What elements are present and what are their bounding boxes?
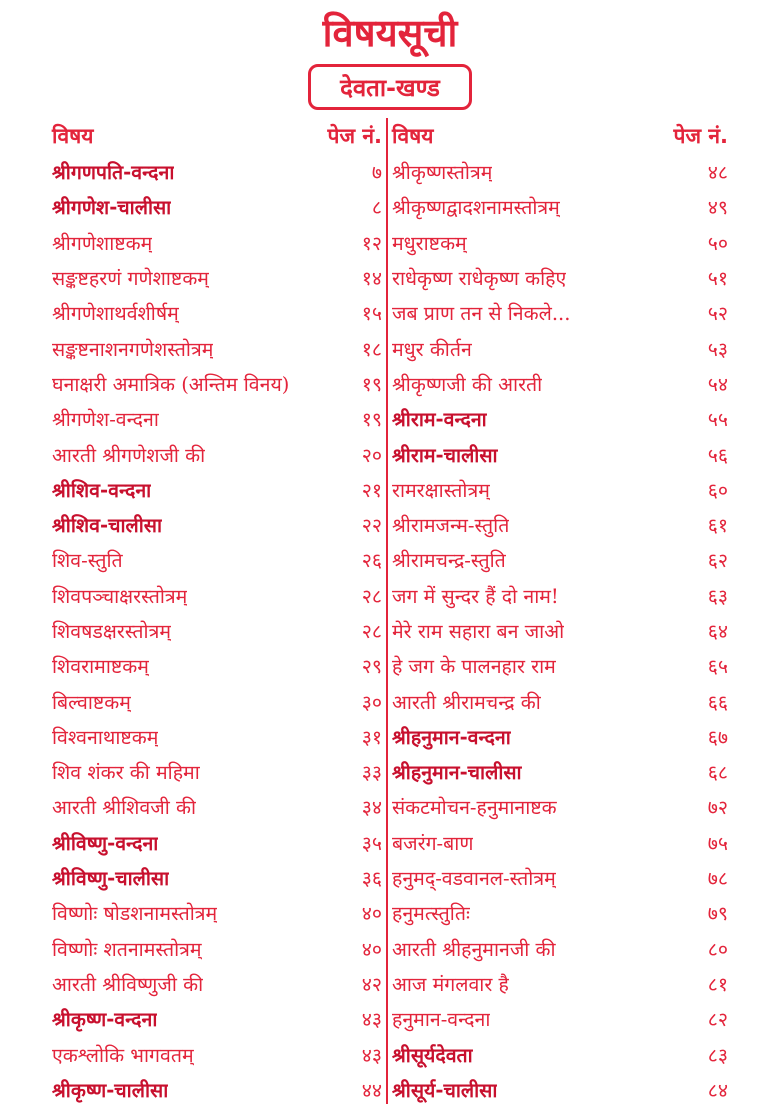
toc-entry-page: ६८: [707, 761, 728, 785]
toc-entry: [52, 789, 382, 824]
toc-entry-title: राधेकृष्ण राधेकृष्ण कहिए: [392, 267, 567, 291]
toc-entry-title: घनाक्षरी अमात्रिक (अन्तिम विनय): [52, 372, 290, 396]
toc-entry: [392, 754, 728, 789]
toc-entry: [52, 472, 382, 507]
toc-entry: [52, 366, 382, 401]
toc-entry: [392, 401, 728, 436]
toc-entry: [392, 225, 728, 260]
left-toc-list: [52, 154, 382, 1107]
toc-entry-page: ७५: [707, 831, 728, 855]
toc-entry: [52, 401, 382, 436]
toc-entry: [392, 683, 728, 718]
toc-entry: [52, 154, 382, 189]
toc-entry-page: १४: [361, 267, 382, 291]
left-header-subject: विषय: [52, 124, 94, 148]
toc-entry: [392, 295, 728, 330]
toc-entry: [52, 260, 382, 295]
toc-entry: [392, 507, 728, 542]
toc-entry-title: सङ्कष्टहरणं गणेशाष्टकम्: [52, 267, 209, 291]
toc-entry-page: ४९: [707, 196, 728, 220]
toc-entry-title: हे जग के पालनहार राम: [392, 655, 556, 679]
toc-entry-page: ७: [371, 161, 382, 185]
toc-entry-page: ५५: [707, 408, 728, 432]
toc-entry-page: ५४: [707, 372, 728, 396]
toc-entry-title: श्रीविष्णु-चालीसा: [52, 867, 170, 891]
left-header: [52, 118, 382, 154]
toc-entry-title: शिवषडक्षरस्तोत्रम्: [52, 620, 171, 643]
toc-entry: [392, 436, 728, 471]
toc-entry-title: हनुमद्-वडवानल-स्तोत्रम्: [392, 867, 556, 891]
toc-entry-page: ८२: [707, 1008, 728, 1032]
toc-entry-page: ६२: [707, 549, 728, 573]
toc-entry-title: श्रीकृष्ण-चालीसा: [52, 1078, 169, 1102]
toc-entry-title: विष्णोः शतनामस्तोत्रम्: [52, 937, 202, 961]
left-column: [52, 118, 382, 1107]
toc-entry-page: २९: [361, 655, 382, 679]
toc-entry: [392, 931, 728, 966]
toc-entry-title: एकश्लोकि भागवतम्: [52, 1043, 194, 1067]
toc-entry: [392, 648, 728, 683]
toc-entry: [392, 860, 728, 895]
toc-entry-page: ८: [371, 196, 382, 220]
toc-entry-title: मधुर कीर्तन: [392, 337, 472, 361]
toc-entry: [52, 1072, 382, 1107]
toc-entry-title: शिव-स्तुति: [52, 549, 123, 573]
page-title: विषयसूची: [322, 11, 458, 55]
toc-entry-title: आरती श्रीविष्णुजी की: [52, 972, 204, 996]
toc-entry-page: ६१: [707, 514, 728, 538]
toc-entry-page: ५०: [707, 231, 728, 255]
toc-entry: [52, 613, 382, 648]
toc-entry-page: ४०: [361, 937, 382, 961]
toc-entry-title: शिवरामाष्टकम्: [52, 655, 149, 679]
toc-entry-page: ४३: [361, 1043, 382, 1067]
toc-entry: [392, 1072, 728, 1107]
toc-entry-page: ६३: [707, 584, 728, 608]
toc-entry: [392, 895, 728, 930]
toc-entry: [52, 825, 382, 860]
toc-entry-title: श्रीसूर्य-चालीसा: [392, 1078, 498, 1102]
toc-entry-title: आरती श्रीगणेशजी की: [52, 443, 206, 467]
toc-entry-title: श्रीहनुमान-चालीसा: [392, 761, 522, 785]
toc-entry: [392, 1001, 728, 1036]
toc-entry: [52, 895, 382, 930]
toc-entry-page: २१: [361, 478, 382, 502]
toc-entry-title: विश्वनाथाष्टकम्: [52, 725, 159, 749]
section-label: [308, 64, 472, 110]
toc-entry-title: श्रीगणेशाष्टकम्: [52, 231, 153, 255]
toc-entry-title: श्रीरामचन्द्र-स्तुति: [392, 549, 506, 573]
toc-entry-page: ७८: [707, 867, 728, 891]
toc-entry-title: जब प्राण तन से निकले...: [392, 302, 571, 326]
toc-entry-title: सङ्कष्टनाशनगणेशस्तोत्रम्: [52, 337, 214, 361]
toc-entry: [392, 260, 728, 295]
toc-entry-title: संकटमोचन-हनुमानाष्टक: [392, 796, 557, 820]
toc-entry-page: १५: [361, 302, 382, 326]
toc-entry: [392, 330, 728, 365]
toc-entry: [52, 931, 382, 966]
toc-entry: [52, 1036, 382, 1071]
toc-entry-page: २६: [361, 549, 382, 573]
toc-entry-page: ४८: [707, 161, 728, 185]
toc-entry-title: मधुराष्टकम्: [392, 231, 467, 255]
toc-entry-page: ७९: [707, 902, 728, 926]
toc-entry-page: ४४: [361, 1078, 382, 1102]
toc-entry: [52, 189, 382, 224]
toc-entry: [392, 154, 728, 189]
toc-entry-page: ६४: [707, 620, 728, 643]
toc-entry-title: श्रीरामजन्म-स्तुति: [392, 514, 510, 538]
toc-entry-page: १९: [361, 372, 382, 396]
toc-entry-page: २२: [361, 514, 382, 538]
toc-entry-page: ३५: [361, 831, 382, 855]
toc-entry-title: श्रीसूर्यदेवता: [392, 1043, 473, 1067]
toc-entry-page: १८: [361, 337, 382, 361]
toc-entry: [392, 966, 728, 1001]
toc-entry-title: मेरे राम सहारा बन जाओ: [392, 620, 565, 643]
toc-entry-title: श्रीगणेश-चालीसा: [52, 196, 172, 220]
toc-entry-page: ८४: [707, 1078, 728, 1102]
toc-entry-page: ५६: [707, 443, 728, 467]
toc-entry-title: श्रीविष्णु-वन्दना: [52, 831, 159, 855]
toc-entry-page: ६०: [707, 478, 728, 502]
toc-entry-page: २८: [361, 584, 382, 608]
toc-entry-page: ३०: [361, 690, 382, 714]
toc-entry-title: श्रीराम-वन्दना: [392, 408, 487, 432]
toc-entry-page: ३४: [361, 796, 382, 820]
toc-entry-page: ३६: [361, 867, 382, 891]
toc-entry-page: ८१: [707, 972, 728, 996]
toc-entry: [392, 542, 728, 577]
toc-entry-page: २८: [361, 620, 382, 643]
toc-entry-title: शिव शंकर की महिमा: [52, 761, 200, 785]
toc-entry-title: शिवपञ्चाक्षरस्तोत्रम्: [52, 584, 188, 608]
toc-entry: [392, 189, 728, 224]
toc-entry: [52, 542, 382, 577]
toc-entry: [392, 472, 728, 507]
toc-entry: [52, 719, 382, 754]
toc-entry-title: श्रीकृष्णजी की आरती: [392, 372, 543, 396]
toc-entry-page: १२: [361, 231, 382, 255]
toc-entry-title: आरती श्रीहनुमानजी की: [392, 937, 556, 961]
toc-entry: [52, 966, 382, 1001]
toc-entry-title: श्रीकृष्ण-वन्दना: [52, 1008, 158, 1032]
right-header-subject: विषय: [392, 124, 434, 148]
toc-entry-page: ५३: [707, 337, 728, 361]
toc-entry-page: ८०: [707, 937, 728, 961]
toc-entry-page: ६६: [707, 690, 728, 714]
toc-entry: [392, 1036, 728, 1071]
toc-entry: [52, 330, 382, 365]
toc-entry-page: ६५: [707, 655, 728, 679]
toc-entry-page: ५१: [707, 267, 728, 291]
toc-entry-page: ८३: [707, 1043, 728, 1067]
toc-entry: [392, 366, 728, 401]
toc-entry-page: ५२: [707, 302, 728, 326]
toc-entry-title: बिल्वाष्टकम्: [52, 690, 131, 714]
toc-entry-title: जग में सुन्दर हैं दो नाम!: [392, 584, 559, 608]
toc-entry-page: ३३: [361, 761, 382, 785]
toc-entry-page: ६७: [707, 725, 728, 749]
toc-entry: [52, 1001, 382, 1036]
toc-entry-page: ४२: [361, 972, 382, 996]
toc-entry-page: ७२: [707, 796, 728, 820]
right-header: [392, 118, 728, 154]
section-label-text: देवता-खण्ड: [340, 73, 440, 102]
toc-entry-title: बजरंग-बाण: [392, 831, 474, 855]
toc-entry: [392, 825, 728, 860]
right-header-page: पेज नं.: [673, 124, 728, 148]
toc-entry-title: आरती श्रीशिवजी की: [52, 796, 197, 820]
toc-entry: [52, 648, 382, 683]
toc-entry-page: ४३: [361, 1008, 382, 1032]
toc-entry-title: श्रीगणेशाथर्वशीर्षम्: [52, 302, 179, 326]
toc-entry: [52, 683, 382, 718]
toc-entry-page: २०: [361, 443, 382, 467]
toc-entry-title: विष्णोः षोडशनामस्तोत्रम्: [52, 902, 218, 926]
toc-entry: [392, 578, 728, 613]
toc-entry-title: श्रीकृष्णद्वादशनामस्तोत्रम्: [392, 196, 560, 220]
toc-entry: [52, 295, 382, 330]
toc-entry-title: आज मंगलवार है: [392, 972, 509, 996]
toc-entry-title: श्रीहनुमान-वन्दना: [392, 725, 511, 749]
toc-entry-title: श्रीशिव-चालीसा: [52, 514, 163, 538]
toc-entry-page: ३१: [361, 725, 382, 749]
column-divider: [386, 118, 388, 1104]
toc-entry: [52, 754, 382, 789]
toc-entry: [392, 719, 728, 754]
toc-entry: [52, 225, 382, 260]
toc-entry: [392, 789, 728, 824]
toc-entry: [52, 436, 382, 471]
right-toc-list: [392, 154, 728, 1107]
toc-entry-page: १९: [361, 408, 382, 432]
toc-entry-title: रामरक्षास्तोत्रम्: [392, 478, 490, 502]
toc-entry: [52, 860, 382, 895]
left-header-page: पेज नं.: [327, 124, 382, 148]
toc-entry: [392, 613, 728, 648]
toc-entry-title: श्रीगणेश-वन्दना: [52, 408, 159, 432]
toc-entry: [52, 578, 382, 613]
toc-entry-title: श्रीशिव-वन्दना: [52, 478, 152, 502]
toc-entry-title: आरती श्रीरामचन्द्र की: [392, 690, 541, 714]
toc-entry-title: हनुमत्स्तुतिः: [392, 902, 470, 926]
toc-entry-title: हनुमान-वन्दना: [392, 1008, 491, 1032]
toc-entry: [52, 507, 382, 542]
right-column: [392, 118, 728, 1107]
toc-entry-page: ४०: [361, 902, 382, 926]
toc-entry-title: श्रीकृष्णस्तोत्रम्: [392, 161, 493, 185]
toc-entry-title: श्रीगणपति-वन्दना: [52, 161, 175, 185]
toc-entry-title: श्रीराम-चालीसा: [392, 443, 498, 467]
